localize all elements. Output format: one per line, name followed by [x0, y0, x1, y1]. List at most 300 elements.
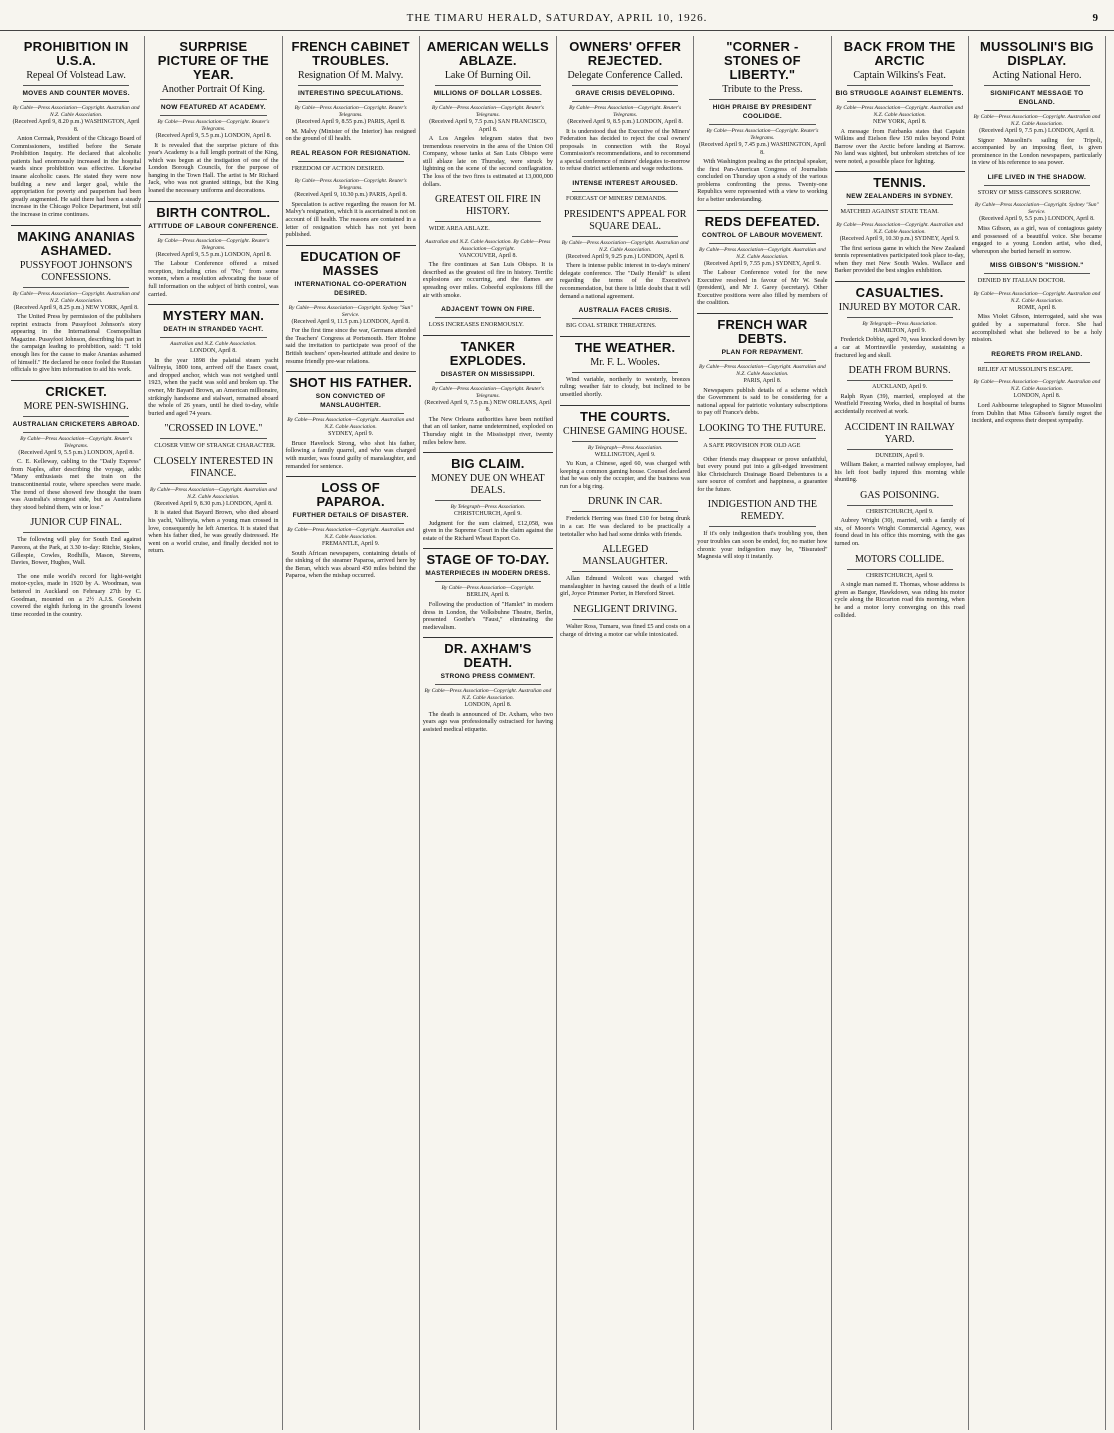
- cable-credit: By Cable—Press Association—Copyright. Australian and N.Z. Cable Association.: [12, 105, 140, 118]
- article-divider: [423, 637, 553, 638]
- section-subhead: INTERNATIONAL CO-OPERATION DESIRED.: [294, 280, 407, 297]
- article-divider: [560, 405, 690, 406]
- dateline: WELLINGTON, April 9.: [594, 451, 656, 458]
- cable-credit: By Cable—Press Association—Copyright. Reuter's Telegrams.: [157, 119, 270, 132]
- article-body: The death is announced of Dr. Axham, who two years ago was professionally ostracised for having assisted medical etiquette.: [422, 710, 553, 734]
- masthead: [0, 10, 1114, 31]
- headline: DR. AXHAM'S DEATH.: [444, 641, 532, 671]
- article: [972, 350, 1102, 374]
- subheadline: ALLEGED MANSLAUGHTER.: [582, 544, 668, 568]
- short-rule: [298, 413, 404, 414]
- short-rule: [709, 526, 815, 527]
- article-columns: [8, 36, 1106, 1430]
- article: [148, 304, 278, 417]
- short-rule: [709, 124, 815, 125]
- article-divider: [423, 548, 553, 549]
- cable-credit: By Cable—Press Association—Copyright. Sydney "Sun" Service.: [288, 304, 413, 318]
- short-rule: [572, 511, 678, 512]
- subheadline: CHINESE GAMING HOUSE.: [563, 425, 688, 437]
- subheadline: NEGLIGENT DRIVING.: [573, 603, 677, 615]
- subheadline: MOTORS COLLIDE.: [854, 553, 945, 565]
- article-body: Other friends may disappear or prove unfaithful, but every pound put into a gilt-edged investment like Christchurch Drainage Board Debentures is a sure source of comfort and happiness, a guarantee for the future.: [697, 455, 828, 493]
- article-body: Anton Cermak, President of the Chicago Board of Commissioners, testified before the Senate Prohibition Inquiry. He declared that alcoholic patients had enormously increased in the hospital wards since prohibition was effective. Likewise insane alcoholic cases. He stated they were now building a new and larger goal, while the appropriation for poverty and pauperism had been greatly augmented. He said there had been a steady increase in the Chicago Police Department, but still the increase in crime continues.: [11, 135, 142, 218]
- cable-credit: By Telegraph—Press Association.: [862, 320, 937, 327]
- article-body: Judgment for the sum claimed, £12,058, was given in the Supreme Court in the claim against the estate of the Richard Wheat Export Co.: [422, 519, 553, 542]
- section-subhead: LIFE LIVED IN THE SHADOW.: [987, 173, 1087, 181]
- short-rule: [709, 243, 815, 244]
- article: [697, 40, 827, 204]
- short-rule: [23, 101, 129, 102]
- article: [697, 456, 827, 494]
- column-7: [832, 36, 969, 1430]
- article: [423, 239, 553, 299]
- cable-credit: By Cable—Press Association—Copyright. Reuter's Telegrams.: [20, 435, 133, 449]
- article-body: It is revealed that the surprise picture of this year's Academy is a full length portrait of the King, which was begun at the instigation of one of the London Borough Councils, for the purpose of hanging in the Town Hall. The artist is Mr Richard Jack, who was not granted sittings, but the King loaned the necessary uniforms and decorations.: [148, 141, 279, 195]
- short-rule: [298, 85, 404, 86]
- article: [560, 544, 690, 598]
- article-divider: [423, 452, 553, 453]
- subheadline: Tribute to the Press.: [722, 84, 803, 95]
- dateline: LONDON, April 8.: [464, 702, 512, 709]
- article-body: Following the production of "Hamlet" in modern dress in London, the Volksbuhne Theatre, Berlin, presented Goethe's "Faust," eliminating the medievalism.: [422, 600, 553, 631]
- headline: AMERICAN WELLS ABLAZE.: [426, 39, 549, 68]
- short-rule: [572, 191, 678, 192]
- subheadline: INDIGESTION AND THE REMEDY.: [707, 499, 817, 523]
- short-rule: [984, 85, 1090, 86]
- subheadline: CLOSELY INTERESTED IN FINANCE.: [153, 455, 274, 479]
- article: [11, 380, 141, 512]
- short-rule: [435, 500, 541, 501]
- article-body: A Los Angeles telegram states that two tremendous reservoirs in the area of the Union Oil Company, whose tanks at San Luis Obispo were still ablaze late on Thursday, were struck by lightning on the scene of the second conflagration. The loss of the two fires is estimated at 13,000,000 dollars.: [422, 135, 553, 188]
- subheadline: Captain Wilkins's Feat.: [853, 70, 946, 81]
- cable-credit: By Cable—Press Association—Copyright. Australian and N.Z. Cable Association.: [12, 290, 140, 304]
- headline: SHOT HIS FATHER.: [289, 375, 413, 391]
- cable-credit: By Cable—Press Association—Copyright. Reuter's Telegrams.: [431, 105, 544, 118]
- short-rule: [709, 438, 815, 439]
- short-rule: [160, 438, 266, 439]
- headline: EDUCATION OF MASSES: [300, 248, 401, 278]
- dateline: SYDNEY, April 9.: [328, 431, 374, 438]
- section-subhead: ATTITUDE OF LABOUR CONFERENCE.: [148, 222, 279, 230]
- article-body: Frederick Dobbie, aged 70, was knocked down by a car at Morrinsville yesterday, sustaining a fractured leg and skull.: [834, 336, 965, 359]
- article: [423, 452, 553, 542]
- headline: THE COURTS.: [579, 408, 671, 424]
- article-divider: [286, 245, 416, 246]
- headline: BIG CLAIM.: [451, 456, 525, 472]
- section-subhead: NEW ZEALANDERS IN SYDNEY.: [846, 193, 954, 201]
- headline: MUSSOLINI'S BIG DISPLAY.: [980, 39, 1094, 68]
- article-body: The United Press by permission of the publishers reprint extracts from Pussyfoot Johnson's story appearing in the International Cosmopolitan Magazine. Pussyfoot Johnson, describing his part in the campaign leading to prohibition, said: "I told enough lies for the cause to make Ananias ashamed of himself." He declared he once fooled the Russian officials to give him information to aid his work.: [11, 313, 142, 374]
- masthead-title: THE TIMARU HERALD, SATURDAY, APRIL 10, 1926.: [406, 12, 708, 24]
- short-rule: [709, 99, 815, 100]
- subheadline: GREATEST OIL FIRE IN HISTORY.: [434, 194, 541, 218]
- short-rule: [435, 101, 541, 102]
- section-subhead: REAL REASON FOR RESIGNATION.: [290, 149, 411, 157]
- section-subhead: AUSTRALIAN CRICKETERS ABROAD.: [12, 420, 140, 428]
- page-number: 9: [1092, 12, 1098, 24]
- cable-credit: By Cable—Press Association—Copyright. Reuter's Telegrams.: [569, 105, 682, 118]
- article: [560, 306, 690, 330]
- short-rule: [572, 85, 678, 86]
- subheadline: "CROSSED IN LOVE.": [164, 423, 263, 435]
- article: [560, 405, 690, 491]
- section-subhead: MILLIONS OF DOLLAR LOSSES.: [433, 90, 543, 97]
- article: [286, 476, 416, 580]
- article-body: WIDE AREA ABLAZE.: [428, 225, 490, 233]
- subheadline: DEATH FROM BURNS.: [848, 365, 951, 377]
- cable-credit: By Cable—Press Association—Copyright. Reuter's Telegrams.: [157, 237, 270, 251]
- cable-credit: By Telegraph—Press Association.: [587, 444, 663, 451]
- article-body: Speculation is active regarding the reason for M. Malvy's resignation, which it is ascertained is not on account of ill health. The reasons are contained in a letter of resignation which has not yet been published.: [285, 200, 416, 239]
- dateline: (Received April 9, 8.55 p.m.) PARIS, April 8.: [295, 119, 406, 125]
- dateline: (Received April 9, 5.5 p.m.) LONDON, April 8.: [18, 449, 134, 456]
- article: [835, 490, 965, 548]
- article-body: Miss Violet Gibson, interrogated, said she was guided by a supernatural force. She had accomplished what she believed to be a holy mission.: [971, 313, 1102, 344]
- short-rule: [572, 619, 678, 620]
- dateline: (Received April 9, 8.20 p.m.) WASHINGTON, April 8.: [12, 119, 140, 133]
- article: [286, 178, 416, 238]
- short-rule: [984, 110, 1090, 111]
- headline: PROHIBITION IN U.S.A.: [23, 39, 129, 68]
- column-6: [694, 36, 831, 1430]
- section-subhead: ADJACENT TOWN ON FIRE.: [441, 306, 535, 314]
- article-body: A SAFE PROVISION FOR OLD AGE: [703, 441, 801, 449]
- article: [835, 222, 965, 275]
- dateline: (Received April 9, 7.5 p.m.) NEW ORLEANS, April 8.: [424, 399, 552, 414]
- section-subhead: DISASTER ON MISSISSIPPI.: [440, 370, 535, 378]
- article-divider: [560, 336, 690, 337]
- article: [835, 554, 965, 619]
- dateline: (Received April 9, 8.5 p.m.) LONDON, April 8.: [567, 119, 683, 125]
- dateline: BERLIN, April 8.: [466, 592, 510, 599]
- article-body: FORECAST OF MINERS' DEMANDS.: [566, 195, 667, 203]
- article: [423, 548, 553, 631]
- article-body: LOSS INCREASES ENORMOUSLY.: [428, 321, 524, 329]
- article-body: Walter Ross, Tumaru, was fined £5 and costs on a charge of driving a motor car while intoxicated.: [560, 622, 691, 638]
- cable-credit: By Cable—Press Association—Copyright. Australian and N.Z. Cable Association.: [424, 688, 552, 702]
- article-body: South African newspapers, containing details of the sinking of the steamer Paparoa, arrived here by the Beran, which was aboard 450 miles behind the Paparoa, when the mishap occurred.: [285, 549, 416, 580]
- article: [148, 40, 278, 195]
- dateline: (Received April 9, 11.5 p.m.) LONDON, April 8.: [291, 318, 410, 325]
- subheadline: Delegate Conference Called.: [567, 70, 683, 81]
- article: [835, 171, 965, 216]
- article-body: Miss Gibson, as a girl, was of contagious gaiety and possessed of a beautiful voice. She became engaged to a young London artist, who died, whereupon she buried herself in sorrow.: [971, 224, 1102, 255]
- cable-credit: By Cable—Press Association—Copyright. Australian and N.Z. Cable Association.: [973, 290, 1101, 304]
- article-body: In the year 1898 the palatial steam yacht Valfreyia, 1800 tons, arrived off the Essex coast, and dropped anchor, which was not weighed until 1923, when the yacht was sold and broken up. The owner, Mr Bayard Brown, an American millionaire, strikingly handsome and stalwart, remained aboard the whole of 26 years, until he died to-day, while buried and aged 74 years.: [148, 356, 279, 417]
- short-rule: [847, 85, 953, 86]
- article: [423, 637, 553, 733]
- article-body: Bruce Havelock Strong, who shot his father, following a family quarrel, and who was charged with murder, was found guilty of manslaughter, and remanded for sentence.: [285, 439, 416, 470]
- subheadline: MONEY DUE ON WHEAT DEALS.: [431, 473, 545, 497]
- cable-credit: By Cable—Press Association—Copyright. Reuter's Telegrams.: [294, 105, 407, 118]
- article: [697, 423, 827, 450]
- article-divider: [148, 304, 278, 305]
- short-rule: [298, 161, 404, 162]
- headline: TANKER EXPLODES.: [449, 338, 526, 368]
- article-divider: [286, 476, 416, 477]
- dateline: (Received April 9, 7.5 p.m.) LONDON, April 8.: [979, 128, 1095, 134]
- section-subhead: REGRETS FROM IRELAND.: [991, 350, 1083, 358]
- dateline: (Received April 9, 8.25 p.m.) NEW YORK, April 8.: [13, 304, 139, 311]
- article: [11, 40, 141, 219]
- headline: STAGE OF TO-DAY.: [426, 552, 550, 568]
- article: [835, 422, 965, 484]
- subheadline: PUSSYFOOT JOHNSON'S CONFESSIONS.: [19, 259, 133, 283]
- cable-credit: By Cable—Press Association—Copyright. Australian and N.Z. Cable Association.: [836, 222, 964, 236]
- section-subhead: PLAN FOR REPAYMENT.: [721, 349, 804, 357]
- article: [835, 365, 965, 415]
- dateline: LONDON, April 8.: [190, 348, 237, 355]
- section-subhead: BIG STRUGGLE AGAINST ELEMENTS.: [835, 90, 964, 97]
- headline: BACK FROM THE ARCTIC: [843, 39, 956, 68]
- headline: SURPRISE PICTURE OF THE YEAR.: [157, 39, 269, 82]
- article-body: For the first time since the war, Germans attended the Teachers' Congress at Portsmouth. Herr Hohne said the invitation to participate was proof of the British teachers' open-hearted attitude and desire to resume friendly pre-war relations.: [285, 327, 416, 365]
- dateline: HAMILTON, April 9.: [873, 327, 926, 334]
- article-body: A single man named E. Thomas, whose address is given as Bangor, Hawkdown, was riding his motor cycle along the Riccarton road this morning, when he and a motor lorry converging on this road collided.: [834, 581, 965, 619]
- cable-credit: By Cable—Press Association—Copyright. Reuter's Telegrams.: [294, 178, 407, 192]
- subheadline: Lake Of Burning Oil.: [444, 70, 531, 81]
- cable-credit: By Cable—Press Association—Copyright. Australian and N.Z. Cable Association.: [287, 527, 415, 541]
- article-body: Frederick Herring was fined £10 for being drunk in a car. He was declared to be practically a teetotaller who had had some drinks with friends.: [560, 515, 691, 538]
- cable-credit: Australian and N.Z. Cable Association.: [170, 341, 257, 348]
- short-rule: [847, 317, 953, 318]
- short-rule: [160, 99, 266, 100]
- article: [148, 423, 278, 450]
- column-1: [8, 36, 145, 1430]
- dateline: (Received April 9, 7.5 p.m.) SAN FRANCISCO, April 8.: [429, 119, 547, 133]
- article-body: Lord Ashbourne telegraphed to Signor Mussolini from Dublin that Miss Gibson's family regret the incident, and express their deepest sympathy.: [971, 401, 1102, 425]
- cable-credit: By Cable—Press Association—Copyright. Australian and N.Z. Cable Association.: [287, 417, 415, 431]
- article: [148, 456, 278, 555]
- article: [286, 245, 416, 365]
- short-rule: [572, 571, 678, 572]
- short-rule: [572, 372, 678, 373]
- dateline: VANCOUVER, April 8.: [458, 252, 517, 259]
- article-body: It is stated that Bayard Brown, who died aboard his yacht, Valfreyia, when a young man crossed in love, consequently he left America. It is stated that when his father died, he was greatly distressed. He went on a world cruise, and finally decided not to return.: [148, 509, 279, 555]
- subheadline: Repeal Of Volstead Law.: [26, 70, 126, 81]
- section-subhead: MASTERPIECES IN MODERN DRESS.: [425, 570, 551, 578]
- article-divider: [11, 225, 141, 226]
- headline: CASUALTIES.: [855, 284, 944, 300]
- dateline: NEW YORK, April 8.: [873, 119, 927, 125]
- subheadline: JUNIOR CUP FINAL.: [30, 517, 122, 529]
- article-body: It is understood that the Executive of the Miners' Federation has decided to reject the coal owners' proposals in connection with the Royal Commission's recommendations, and to recommend a special conference of miners' delegates to-morrow to refuse district settlements and wage reductions.: [560, 127, 691, 173]
- article: [11, 517, 141, 566]
- cable-credit: By Cable—Press Association—Copyright. Australian and N.Z. Cable Association.: [698, 246, 826, 260]
- article-body: C. E. Kelleway, cabling to the "Daily Express" from Naples, after describing the voyage, adds: "Many enthusiasts met the train on the transcontinental route, where speeches were made. The trend of these showed few thought the team was Australia's strongest side, but as Australians they stood behind them, win or lose.": [11, 458, 142, 511]
- article: [286, 149, 416, 173]
- article: [972, 291, 1102, 344]
- article: [972, 261, 1102, 285]
- headline: FRENCH CABINET TROUBLES.: [291, 39, 410, 68]
- section-subhead: HIGH PRAISE BY PRESIDENT COOLIDGE.: [712, 104, 812, 120]
- column-4: [420, 36, 557, 1430]
- article-body: The New Orleans authorities have been notified that an oil tanker, name undetermined, exploded on Thursday night in the Mississippi river, twenty miles below here.: [422, 415, 553, 446]
- headline: CRICKET.: [45, 383, 107, 399]
- cable-credit: By Cable—Press Association—Copyright. Australian and N.Z. Cable Association.: [149, 486, 277, 500]
- section-subhead: CONTROL OF LABOUR MOVEMENT.: [701, 231, 823, 239]
- article-body: With Washington pealing as the principal speaker, the first Pan-American Congress of Journalists concluded on Thursday upon a study of the various problems confronting the press. Twenty-one Republics were represented with a view to working for a better understanding.: [697, 158, 828, 203]
- short-rule: [160, 234, 266, 235]
- short-rule: [847, 380, 953, 381]
- column-5: [557, 36, 694, 1430]
- short-rule: [23, 416, 129, 417]
- article-body: The one mile world's record for light-weight motor-cycles, made in 1920 by A. Woodman, was bettered in Auckland on February 27th by C. Goodman, mounted on a 2½ A.J.S. Goodwin covered the eighth furlong in the ground's lowest time recorded in the country.: [11, 572, 142, 618]
- short-rule: [298, 101, 404, 102]
- short-rule: [23, 287, 129, 288]
- article-body: MATCHED AGAINST STATE TEAM.: [840, 208, 939, 216]
- short-rule: [847, 204, 953, 205]
- short-rule: [23, 85, 129, 86]
- article-body: STORY OF MISS GIBSON'S SORROW.: [977, 188, 1081, 196]
- subheadline: Acting National Hero.: [992, 70, 1082, 81]
- short-rule: [160, 115, 266, 116]
- article-divider: [697, 313, 827, 314]
- article-body: The Labour Conference voted for the new Executive resolved in favour of Mr W. Seale (president), and Mr J. Garey (secretary). Other Executive positions were also filled by members of the coalition.: [697, 269, 828, 307]
- article-body: Aubrey Wright (30), married, with a family of six, of Moore's Wright Commercial Agency, was found dead in his office this morning, with the gas turned on.: [834, 517, 965, 548]
- headline: FRENCH WAR DEBTS.: [717, 317, 808, 347]
- article-divider: [835, 171, 965, 172]
- short-rule: [984, 273, 1090, 274]
- article: [148, 201, 278, 298]
- article: [423, 194, 553, 233]
- column-3: [283, 36, 420, 1430]
- subheadline: ACCIDENT IN RAILWAY YARD.: [844, 421, 955, 445]
- short-rule: [435, 684, 541, 685]
- dateline: AUCKLAND, April 9.: [872, 384, 928, 391]
- headline: LOSS OF PAPAROA.: [316, 480, 385, 510]
- headline: MAKING ANANIAS ASHAMED.: [17, 228, 136, 258]
- article: [835, 40, 965, 165]
- section-subhead: INTENSE INTEREST AROUSED.: [572, 180, 678, 188]
- article: [972, 202, 1102, 255]
- section-subhead: MOVES AND COUNTER MOVES.: [22, 90, 130, 97]
- short-rule: [984, 362, 1090, 363]
- subheadline: MORE PEN-SWISHING.: [23, 400, 129, 412]
- column-8: [969, 36, 1106, 1430]
- cable-credit: By Cable—Press Association—Copyright. Australian and N.Z. Cable Association.: [836, 105, 964, 118]
- article-divider: [697, 210, 827, 211]
- column-2: [145, 36, 282, 1430]
- cable-credit: By Cable—Press Association—Copyright. Australian and N.Z. Cable Association.: [973, 379, 1101, 393]
- subheadline: DRUNK IN CAR.: [588, 496, 663, 508]
- article-body: Yu Kun, a Chinese, aged 60, was charged with keeping a common gaming house. Counsel declared that he was only the occupier, and the business was run for a big ring.: [560, 460, 691, 490]
- dateline: DUNEDIN, April 9.: [875, 452, 924, 459]
- cable-credit: By Cable—Press Association—Copyright. Sydney "Sun" Service.: [974, 202, 1099, 216]
- article: [11, 573, 141, 619]
- headline: TENNIS.: [873, 175, 926, 191]
- dateline: (Received April 9, 9.25 p.m.) LONDON, April 8.: [565, 253, 685, 260]
- article-body: BIG COAL STRIKE THREATENS.: [566, 322, 657, 330]
- article-body: M. Malvy (Minister of the Interior) has resigned on the ground of ill health.: [285, 127, 416, 143]
- short-rule: [847, 569, 953, 570]
- article-body: Wind variable, northerly to westerly, breezes ruling; weather fair to cloudy, but inclined to be unsettled shortly.: [560, 375, 691, 398]
- cable-credit: Australian and N.Z. Cable Association. By Cable—Press Association—Copyright.: [425, 238, 551, 252]
- subheadline: PRESIDENT'S APPEAL FOR SQUARE DEAL.: [563, 208, 687, 232]
- article: [560, 209, 690, 300]
- short-rule: [435, 221, 541, 222]
- short-rule: [847, 449, 953, 450]
- headline: "CORNER - STONES OF LIBERTY.": [724, 39, 801, 82]
- cable-credit: By Cable—Press Association—Copyright. Australian and N.Z. Cable Association.: [973, 114, 1101, 127]
- dateline: CHRISTCHURCH, April 9.: [865, 572, 934, 579]
- short-rule: [984, 185, 1090, 186]
- dateline: FREMANTLE, April 9.: [321, 541, 380, 548]
- article-body: There is intense public interest in to-day's miners' delegate conference. The "Daily Herald" is silent regarding the terms of the Executive's recommendation, but there is little doubt that it will demand a national agreement.: [560, 262, 691, 300]
- article-body: Ralph Ryan (39), married, employed at the Westfield Freezing Works, died in hospital of burns accidentally received at work.: [834, 392, 965, 415]
- subheadline: LOOKING TO THE FUTURE.: [699, 422, 826, 434]
- dateline: (Received April 9, 7.45 p.m.) WASHINGTON, April 8.: [698, 142, 826, 156]
- dateline: (Received April 9, 5.5 p.m.) LONDON, April 8.: [155, 133, 272, 139]
- article-divider: [11, 380, 141, 381]
- article: [560, 336, 690, 399]
- article-body: A message from Fairbanks states that Captain Wilkins and Eielson flew 150 miles beyond Point Barrow over the Arctic before landing at Barrow. No land was sighted, but unbroken stretches of ice were noted, a possible place for lighting.: [834, 127, 965, 165]
- short-rule: [298, 301, 404, 302]
- short-rule: [160, 483, 266, 484]
- short-rule: [572, 101, 678, 102]
- headline: THE WEATHER.: [574, 339, 676, 355]
- section-subhead: DEATH IN STRANDED YACHT.: [163, 326, 264, 334]
- article-body: FREEDOM OF ACTION DESIRED.: [291, 164, 385, 172]
- short-rule: [23, 532, 129, 533]
- article: [423, 305, 553, 329]
- short-rule: [572, 318, 678, 319]
- dateline: (Received April 9, 10.30 p.m.) PARIS, April 8.: [294, 192, 407, 199]
- article: [11, 225, 141, 374]
- article: [423, 335, 553, 446]
- short-rule: [23, 432, 129, 433]
- short-rule: [572, 441, 678, 442]
- section-subhead: FURTHER DETAILS OF DISASTER.: [292, 512, 409, 520]
- article-divider: [148, 201, 278, 202]
- article: [560, 604, 690, 638]
- article: [560, 40, 690, 173]
- dateline: CHRISTCHURCH, April 9.: [454, 511, 522, 518]
- article: [972, 379, 1102, 424]
- article: [972, 40, 1102, 167]
- dateline: CHRISTCHURCH, April 9.: [865, 508, 934, 515]
- short-rule: [435, 581, 541, 582]
- short-rule: [160, 337, 266, 338]
- short-rule: [298, 523, 404, 524]
- article-body: The following will play for South End against Pareora, at the Park, at 3.30 to-day: Ritchie, Stokes, Gillespie, Cowles, Rodhills, Mason, Stevens, Davies, Bower, Hughes, Wall.: [11, 536, 142, 567]
- article-divider: [835, 281, 965, 282]
- cable-credit: By Cable—Press Association—Copyright.: [441, 585, 535, 592]
- article-body: The Labour Conference offered a mixed reception, including cries of "No," from some women, when a resolution advocating the issue of full information on the subject of birth control, was carried.: [148, 260, 279, 298]
- subheadline: GAS POISONING.: [860, 489, 940, 501]
- dateline: (Received April 9, 8.30 p.m.) LONDON, April 8.: [154, 500, 273, 507]
- article: [560, 496, 690, 538]
- article: [972, 173, 1102, 197]
- dateline: (Received April 9, 5.5 p.m.) LONDON, April 8.: [979, 216, 1095, 223]
- article: [697, 499, 827, 560]
- section-subhead: STRONG PRESS COMMENT.: [440, 673, 536, 681]
- article-body: William Baker, a married railway employee, had his left foot badly injured this morning while shunting.: [834, 461, 965, 484]
- article: [835, 281, 965, 359]
- article-body: Newspapers publish details of a scheme which the Government is said to be considering for a national appeal for patriotic voluntary subscriptions to pay off France's debts.: [697, 386, 828, 417]
- cable-credit: By Cable—Press Association—Copyright. Australian and N.Z. Cable Association.: [698, 364, 826, 378]
- section-subhead: GRAVE CRISIS DEVELOPING.: [575, 90, 675, 97]
- section-subhead: SIGNIFICANT MESSAGE TO ENGLAND.: [990, 90, 1084, 106]
- article-body: RELIEF AT MUSSOLINI'S ESCAPE.: [977, 365, 1074, 373]
- subheadline: Resignation Of M. Malvy.: [298, 70, 404, 81]
- cable-credit: By Telegraph—Press Association.: [450, 504, 526, 511]
- subheadline: INJURED BY MOTOR CAR.: [838, 301, 961, 313]
- article-body: DENIED BY ITALIAN DOCTOR.: [977, 277, 1066, 285]
- article: [560, 179, 690, 203]
- section-subhead: SON CONVICTED OF MANSLAUGHTER.: [315, 393, 386, 410]
- headline: REDS DEFEATED.: [704, 213, 820, 229]
